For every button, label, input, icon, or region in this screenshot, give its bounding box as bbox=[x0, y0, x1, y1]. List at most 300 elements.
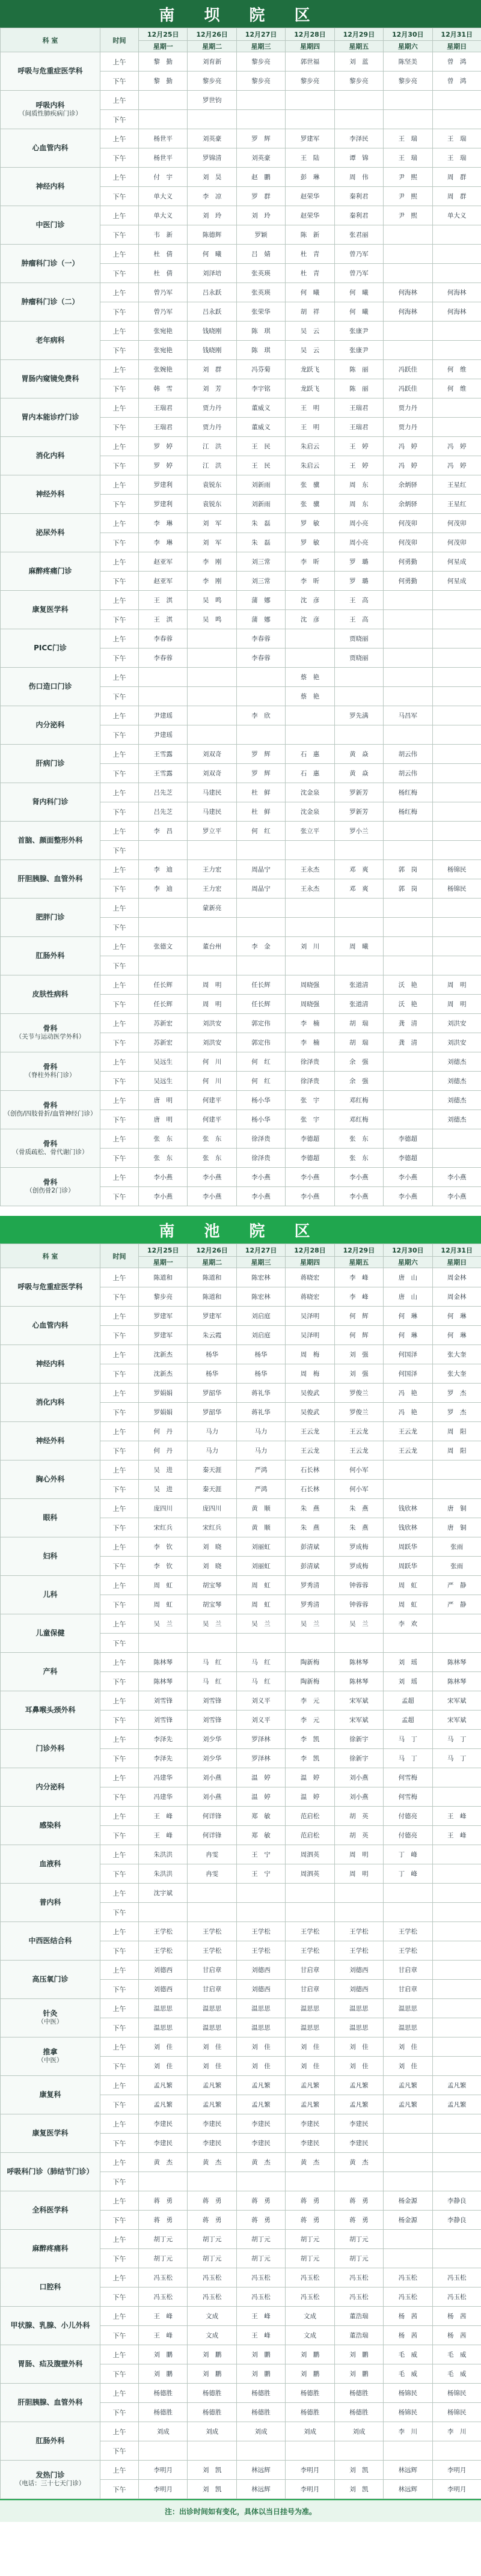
doctor-cell: 马 丁 bbox=[432, 1730, 481, 1749]
department-name bbox=[1, 283, 100, 322]
doctor-cell: 温思思 bbox=[286, 1999, 334, 2018]
doctor-cell: 温思思 bbox=[139, 2018, 188, 2037]
doctor-cell bbox=[384, 110, 432, 129]
doctor-cell: 王云龙 bbox=[334, 1422, 383, 1441]
doctor-cell: 罗娟娟 bbox=[139, 1384, 188, 1403]
doctor-cell: 余炳驿 bbox=[384, 475, 432, 495]
doctor-cell: 任长辉 bbox=[236, 975, 285, 995]
department-label: PICC门诊 bbox=[34, 644, 67, 652]
doctor-cell bbox=[384, 245, 432, 264]
doctor-cell: 刘新雨 bbox=[236, 475, 285, 495]
session-time: 下午 bbox=[100, 1557, 139, 1576]
section-title: 南 坝 院 区 bbox=[0, 0, 481, 28]
department-label: 康复医学科 bbox=[32, 605, 69, 614]
doctor-cell: 张荣华 bbox=[236, 302, 285, 322]
doctor-cell: 罗建利 bbox=[139, 475, 188, 495]
doctor-cell bbox=[432, 2037, 481, 2057]
doctor-cell: 任长辉 bbox=[236, 995, 285, 1014]
doctor-cell: 刘新雨 bbox=[236, 495, 285, 514]
doctor-cell: 马力 bbox=[236, 1441, 285, 1460]
doctor-cell: 罗成梅 bbox=[334, 1537, 383, 1557]
session-time: 下午 bbox=[100, 2480, 139, 2499]
header-weekday: 星期三 bbox=[236, 41, 285, 52]
table-row bbox=[1, 552, 481, 572]
doctor-cell: 杜 鲜 bbox=[236, 783, 285, 802]
doctor-cell: 刘德杰 bbox=[432, 1110, 481, 1129]
department-label: 肝胆胰腺、血管外科 bbox=[17, 874, 83, 883]
doctor-cell: 刘 蓝 bbox=[334, 52, 383, 72]
doctor-cell: 蒋 勇 bbox=[334, 2191, 383, 2211]
doctor-cell: 徐新宇 bbox=[334, 1749, 383, 1768]
doctor-cell bbox=[384, 1091, 432, 1110]
doctor-cell: 刘 群 bbox=[188, 360, 236, 379]
session-time: 下午 bbox=[100, 1941, 139, 1961]
department-name bbox=[1, 1129, 100, 1168]
doctor-cell: 沈新杰 bbox=[139, 1345, 188, 1364]
session-time: 上午 bbox=[100, 899, 139, 918]
doctor-cell: 赵 鹏 bbox=[236, 168, 285, 187]
doctor-cell: 石 惠 bbox=[286, 764, 334, 783]
doctor-cell bbox=[432, 110, 481, 129]
department-name bbox=[1, 2076, 100, 2114]
table-row bbox=[1, 1768, 481, 1787]
doctor-cell: 刘德西 bbox=[334, 1980, 383, 1999]
doctor-cell: 蔡 艳 bbox=[286, 668, 334, 687]
doctor-cell: 李 凯 bbox=[286, 1749, 334, 1768]
doctor-cell: 马 丁 bbox=[384, 1749, 432, 1768]
doctor-cell bbox=[432, 706, 481, 725]
doctor-cell: 何勇勤 bbox=[384, 552, 432, 572]
doctor-cell: 蒋 勇 bbox=[286, 2191, 334, 2211]
doctor-cell: 刘 军 bbox=[188, 514, 236, 533]
doctor-cell: 沃 艳 bbox=[384, 975, 432, 995]
session-time: 下午 bbox=[100, 1864, 139, 1884]
department-name bbox=[1, 206, 100, 245]
doctor-cell: 陈 琪 bbox=[236, 341, 285, 360]
department-label: 妇科 bbox=[43, 1552, 58, 1560]
doctor-cell: 唐 山 bbox=[384, 1268, 432, 1287]
session-time: 下午 bbox=[100, 2095, 139, 2114]
doctor-cell: 何国泽 bbox=[384, 1364, 432, 1384]
doctor-cell: 曾乃军 bbox=[334, 264, 383, 283]
doctor-cell: 邓红梅 bbox=[334, 1091, 383, 1110]
session-time: 下午 bbox=[100, 456, 139, 475]
table-row bbox=[1, 591, 481, 610]
department-label: 康复医学科 bbox=[32, 2129, 69, 2137]
department-name bbox=[1, 129, 100, 168]
session-time: 上午 bbox=[100, 1345, 139, 1364]
doctor-cell: 王 瑞 bbox=[432, 129, 481, 148]
department-name bbox=[1, 245, 100, 283]
session-time: 下午 bbox=[100, 1672, 139, 1691]
doctor-cell bbox=[286, 1903, 334, 1922]
doctor-cell: 李德超 bbox=[384, 1129, 432, 1149]
table-row bbox=[1, 2153, 481, 2172]
department-label: 肾内科门诊 bbox=[32, 798, 69, 806]
session-time: 上午 bbox=[100, 937, 139, 956]
doctor-cell: 刘义平 bbox=[236, 1691, 285, 1711]
department-label: 消化内科 bbox=[35, 1398, 65, 1406]
doctor-cell: 杨德胜 bbox=[236, 2384, 285, 2403]
doctor-cell: 马建民 bbox=[188, 783, 236, 802]
doctor-cell: 刘 佳 bbox=[236, 2037, 285, 2057]
doctor-cell bbox=[384, 1110, 432, 1129]
doctor-cell: 郭定伟 bbox=[236, 1033, 285, 1052]
department-label: 胃内本能诊疗门诊 bbox=[21, 413, 79, 421]
department-name bbox=[1, 322, 100, 360]
doctor-cell: 刘 鹏 bbox=[334, 2364, 383, 2384]
doctor-cell: 张康尹 bbox=[334, 341, 383, 360]
doctor-cell: 马 红 bbox=[236, 1672, 285, 1691]
doctor-cell bbox=[432, 1845, 481, 1864]
doctor-cell bbox=[432, 668, 481, 687]
doctor-cell: 胡 祥 bbox=[286, 302, 334, 322]
doctor-cell: 王学松 bbox=[286, 1922, 334, 1941]
session-time: 上午 bbox=[100, 1961, 139, 1980]
doctor-cell bbox=[188, 687, 236, 706]
doctor-cell: 温思思 bbox=[188, 2018, 236, 2037]
schedule-table bbox=[0, 28, 481, 1206]
doctor-cell: 罗 辉 bbox=[236, 745, 285, 764]
session-time: 下午 bbox=[100, 2211, 139, 2230]
doctor-cell: 王 峰 bbox=[139, 1807, 188, 1826]
doctor-cell: 陈林琴 bbox=[139, 1672, 188, 1691]
table-row bbox=[1, 514, 481, 533]
doctor-cell: 孟凡繁 bbox=[286, 2095, 334, 2114]
doctor-cell bbox=[139, 1903, 188, 1922]
table-row bbox=[1, 629, 481, 649]
doctor-cell: 黎步亮 bbox=[188, 72, 236, 91]
doctor-cell: 徐泽贵 bbox=[286, 1052, 334, 1072]
department-label: 呼吸与危重症医学科 bbox=[17, 67, 83, 75]
doctor-cell: 张宛艳 bbox=[139, 322, 188, 341]
doctor-cell: 刘 鹏 bbox=[188, 2364, 236, 2384]
doctor-cell: 周 虹 bbox=[139, 1595, 188, 1614]
doctor-cell: 杨 茜 bbox=[432, 2326, 481, 2345]
doctor-cell bbox=[432, 1768, 481, 1787]
session-time: 下午 bbox=[100, 1441, 139, 1460]
department-name bbox=[1, 52, 100, 91]
doctor-cell: 丁 峰 bbox=[384, 1864, 432, 1884]
doctor-cell: 李德超 bbox=[286, 1149, 334, 1168]
header-time: 时间 bbox=[100, 1244, 139, 1268]
doctor-cell: 李 琳 bbox=[139, 514, 188, 533]
doctor-cell: 刘成 bbox=[139, 2422, 188, 2441]
session-time: 上午 bbox=[100, 1922, 139, 1941]
doctor-cell: 吴俊武 bbox=[286, 1384, 334, 1403]
doctor-cell bbox=[139, 2441, 188, 2461]
doctor-cell: 周 明 bbox=[334, 1864, 383, 1884]
doctor-cell: 蒋 勇 bbox=[236, 2211, 285, 2230]
doctor-cell: 王学松 bbox=[236, 1941, 285, 1961]
doctor-cell bbox=[432, 1999, 481, 2018]
doctor-cell: 李 楠 bbox=[286, 1014, 334, 1033]
doctor-cell: 李小燕 bbox=[139, 1168, 188, 1187]
department-label: 呼吸与危重症医学科 bbox=[17, 1283, 83, 1291]
doctor-cell: 罗立平 bbox=[188, 822, 236, 841]
session-time: 下午 bbox=[100, 687, 139, 706]
doctor-cell bbox=[188, 649, 236, 668]
department-name bbox=[1, 1168, 100, 1206]
doctor-cell: 刘 佳 bbox=[334, 2057, 383, 2076]
session-time: 上午 bbox=[100, 2114, 139, 2134]
doctor-cell: 黄 焱 bbox=[334, 745, 383, 764]
doctor-cell bbox=[188, 1884, 236, 1903]
doctor-cell: 陈宏林 bbox=[236, 1268, 285, 1287]
doctor-cell: 石长林 bbox=[286, 1480, 334, 1499]
doctor-cell bbox=[139, 1634, 188, 1653]
doctor-cell: 彭清斌 bbox=[286, 1537, 334, 1557]
session-time: 下午 bbox=[100, 841, 139, 860]
doctor-cell: 毛 威 bbox=[432, 2345, 481, 2364]
doctor-cell: 何茂卯 bbox=[432, 533, 481, 552]
department-label: 门诊外科 bbox=[35, 1744, 65, 1753]
doctor-cell: 刘 佳 bbox=[286, 2057, 334, 2076]
table-row bbox=[1, 1268, 481, 1287]
doctor-cell: 温思思 bbox=[334, 1999, 383, 2018]
doctor-cell: 刘 鹏 bbox=[286, 2364, 334, 2384]
doctor-cell bbox=[188, 918, 236, 937]
session-time: 下午 bbox=[100, 1287, 139, 1307]
doctor-cell: 彭清斌 bbox=[286, 1557, 334, 1576]
session-time: 下午 bbox=[100, 341, 139, 360]
department-label: 内分泌科 bbox=[35, 721, 65, 729]
session-time: 下午 bbox=[100, 649, 139, 668]
doctor-cell: 龚 清 bbox=[384, 1033, 432, 1052]
doctor-cell: 温思思 bbox=[384, 2018, 432, 2037]
department-subtitle: （骨质疏松、骨代谢门诊） bbox=[12, 1149, 88, 1156]
department-label: 口腔科 bbox=[39, 2283, 61, 2291]
doctor-cell: 沈金泉 bbox=[286, 783, 334, 802]
doctor-cell: 王云龙 bbox=[384, 1441, 432, 1460]
doctor-cell: 何茂卯 bbox=[384, 514, 432, 533]
table-row bbox=[1, 822, 481, 841]
doctor-cell: 杨世平 bbox=[139, 148, 188, 168]
doctor-cell: 胡 瑞 bbox=[334, 1014, 383, 1033]
doctor-cell: 李建民 bbox=[286, 2134, 334, 2153]
department-name bbox=[1, 475, 100, 514]
doctor-cell: 刘德西 bbox=[236, 1961, 285, 1980]
doctor-cell bbox=[139, 956, 188, 975]
department-label: 皮肤性病科 bbox=[32, 990, 69, 998]
doctor-cell: 黄 杰 bbox=[139, 2153, 188, 2172]
doctor-cell bbox=[432, 1149, 481, 1168]
doctor-cell: 何 川 bbox=[188, 1052, 236, 1072]
doctor-cell: 王学松 bbox=[286, 1941, 334, 1961]
doctor-cell: 王学松 bbox=[139, 1922, 188, 1941]
department-label: 儿童保健 bbox=[35, 1629, 65, 1637]
table-row bbox=[1, 52, 481, 72]
doctor-cell: 吴 兰 bbox=[188, 1614, 236, 1634]
doctor-cell: 杜 鲜 bbox=[236, 802, 285, 822]
doctor-cell: 蔡 艳 bbox=[286, 687, 334, 706]
doctor-cell: 唐 铜 bbox=[432, 1518, 481, 1537]
doctor-cell bbox=[384, 2249, 432, 2268]
doctor-cell: 张 骥 bbox=[286, 475, 334, 495]
doctor-cell: 李建民 bbox=[188, 2114, 236, 2134]
doctor-cell: 何雪梅 bbox=[384, 1787, 432, 1807]
department-label: 康复科 bbox=[39, 2090, 61, 2099]
session-time: 下午 bbox=[100, 187, 139, 206]
doctor-cell: 龚 清 bbox=[384, 1014, 432, 1033]
header-date: 12月26日 bbox=[188, 1244, 236, 1257]
header-date: 12月29日 bbox=[334, 28, 383, 41]
department-name bbox=[1, 1014, 100, 1052]
department-label: 针灸 bbox=[43, 2009, 58, 2018]
doctor-cell: 黄 杰 bbox=[334, 2153, 383, 2172]
table-row bbox=[1, 860, 481, 879]
doctor-cell: 文成 bbox=[188, 2326, 236, 2345]
doctor-cell: 杨德胜 bbox=[334, 2403, 383, 2422]
doctor-cell: 胡 瑞 bbox=[334, 1033, 383, 1052]
doctor-cell: 胡丁元 bbox=[139, 2249, 188, 2268]
session-time: 下午 bbox=[100, 2441, 139, 2461]
table-row bbox=[1, 2114, 481, 2134]
table-row bbox=[1, 1653, 481, 1672]
department-label: 高压氧门诊 bbox=[32, 1975, 69, 1983]
session-time: 上午 bbox=[100, 822, 139, 841]
doctor-cell: 吴 鸣 bbox=[188, 610, 236, 629]
doctor-cell: 黄 杰 bbox=[236, 2153, 285, 2172]
doctor-cell bbox=[432, 610, 481, 629]
doctor-cell: 周金林 bbox=[432, 1268, 481, 1287]
department-label: 心血管内科 bbox=[32, 1321, 69, 1329]
doctor-cell bbox=[432, 841, 481, 860]
doctor-cell: 吕先芝 bbox=[139, 783, 188, 802]
doctor-cell: 周小亮 bbox=[334, 514, 383, 533]
doctor-cell: 杨 茜 bbox=[384, 2326, 432, 2345]
doctor-cell: 王力宏 bbox=[188, 879, 236, 899]
doctor-cell: 周金林 bbox=[432, 1287, 481, 1307]
doctor-cell: 罗秀清 bbox=[286, 1576, 334, 1595]
doctor-cell bbox=[286, 725, 334, 745]
doctor-cell: 王 峰 bbox=[432, 1807, 481, 1826]
doctor-cell: 董浩瑞 bbox=[334, 2326, 383, 2345]
department-label: 骨科 bbox=[43, 1178, 58, 1187]
header-date: 12月28日 bbox=[286, 1244, 334, 1257]
doctor-cell: 何建平 bbox=[188, 1091, 236, 1110]
doctor-cell: 刘 玲 bbox=[188, 206, 236, 225]
table-row bbox=[1, 1091, 481, 1110]
doctor-cell: 李 川 bbox=[432, 2422, 481, 2441]
doctor-cell: 马 丁 bbox=[384, 1730, 432, 1749]
doctor-cell: 张道清 bbox=[334, 995, 383, 1014]
table-row bbox=[1, 1345, 481, 1364]
department-label: 肿瘤科门诊（一） bbox=[21, 259, 79, 267]
doctor-cell: 吴 兰 bbox=[286, 1614, 334, 1634]
doctor-cell: 刘 瑶 bbox=[384, 1672, 432, 1691]
doctor-cell: 李 楠 bbox=[286, 1033, 334, 1052]
doctor-cell: 林远辉 bbox=[384, 2461, 432, 2480]
doctor-cell: 蒋 勇 bbox=[188, 2191, 236, 2211]
doctor-cell: 张雨 bbox=[432, 1537, 481, 1557]
doctor-cell: 贾力丹 bbox=[188, 418, 236, 437]
doctor-cell bbox=[236, 91, 285, 110]
header-dept: 科 室 bbox=[1, 28, 100, 52]
doctor-cell: 杨德胜 bbox=[188, 2403, 236, 2422]
doctor-cell: 王 瑞 bbox=[384, 148, 432, 168]
doctor-cell: 邓 爽 bbox=[334, 860, 383, 879]
doctor-cell: 胡丁元 bbox=[286, 2230, 334, 2249]
doctor-cell: 周晓强 bbox=[286, 995, 334, 1014]
header-weekday: 星期五 bbox=[334, 41, 383, 52]
session-time: 下午 bbox=[100, 2134, 139, 2153]
doctor-cell: 李 昌 bbox=[139, 822, 188, 841]
doctor-cell: 严鸿 bbox=[236, 1460, 285, 1480]
doctor-cell: 张 骥 bbox=[286, 495, 334, 514]
doctor-cell: 黎步亮 bbox=[384, 72, 432, 91]
header-weekday: 星期日 bbox=[432, 1257, 481, 1268]
session-time: 下午 bbox=[100, 918, 139, 937]
doctor-cell: 刘 鹏 bbox=[139, 2345, 188, 2364]
doctor-cell: 甘启章 bbox=[286, 1961, 334, 1980]
doctor-cell: 庞四川 bbox=[139, 1499, 188, 1518]
doctor-cell: 陈 新 bbox=[286, 225, 334, 245]
doctor-cell: 李小燕 bbox=[334, 1168, 383, 1187]
doctor-cell bbox=[334, 1903, 383, 1922]
department-name bbox=[1, 2037, 100, 2076]
department-name bbox=[1, 2422, 100, 2461]
doctor-cell: 刘 佳 bbox=[236, 2057, 285, 2076]
session-time: 下午 bbox=[100, 1149, 139, 1168]
doctor-cell: 杨锦民 bbox=[384, 2384, 432, 2403]
doctor-cell: 冯建华 bbox=[139, 1768, 188, 1787]
doctor-cell bbox=[384, 2172, 432, 2191]
session-time: 上午 bbox=[100, 1091, 139, 1110]
doctor-cell: 刘 鹏 bbox=[286, 2345, 334, 2364]
doctor-cell: 蒋 勇 bbox=[139, 2211, 188, 2230]
doctor-cell: 李春蓉 bbox=[236, 629, 285, 649]
doctor-cell: 杨红梅 bbox=[384, 802, 432, 822]
doctor-cell bbox=[334, 1884, 383, 1903]
doctor-cell: 黎 勤 bbox=[139, 72, 188, 91]
doctor-cell: 李 刚 bbox=[188, 572, 236, 591]
doctor-cell: 王 淇 bbox=[139, 591, 188, 610]
doctor-cell bbox=[236, 918, 285, 937]
doctor-cell: 罗韶华 bbox=[188, 1403, 236, 1422]
department-name bbox=[1, 1884, 100, 1922]
doctor-cell: 周跃华 bbox=[384, 1557, 432, 1576]
table-row bbox=[1, 1614, 481, 1634]
doctor-cell bbox=[384, 725, 432, 745]
doctor-cell: 罗建军 bbox=[139, 1307, 188, 1326]
doctor-cell bbox=[236, 1634, 285, 1653]
department-label: 麻醉疼痛门诊 bbox=[28, 567, 72, 575]
doctor-cell: 胡丁元 bbox=[188, 2249, 236, 2268]
doctor-cell: 罗颖 bbox=[236, 225, 285, 245]
doctor-cell bbox=[432, 1634, 481, 1653]
doctor-cell: 林远辉 bbox=[236, 2480, 285, 2499]
doctor-cell: 陈道和 bbox=[139, 1268, 188, 1287]
doctor-cell: 宋军斌 bbox=[334, 1711, 383, 1730]
doctor-cell: 刘 凯 bbox=[188, 2480, 236, 2499]
doctor-cell: 范启松 bbox=[286, 1826, 334, 1845]
doctor-cell: 何 辉 bbox=[334, 1307, 383, 1326]
doctor-cell: 李德超 bbox=[286, 1129, 334, 1149]
session-time: 上午 bbox=[100, 2422, 139, 2441]
doctor-cell: 钱晓刚 bbox=[188, 322, 236, 341]
doctor-cell: 王 陆 bbox=[286, 148, 334, 168]
doctor-cell: 刘洪安 bbox=[188, 1033, 236, 1052]
doctor-cell: 李 琳 bbox=[139, 533, 188, 552]
doctor-cell: 王 宁 bbox=[236, 1845, 285, 1864]
doctor-cell bbox=[432, 398, 481, 418]
doctor-cell: 陈宏林 bbox=[236, 1287, 285, 1307]
doctor-cell: 石长林 bbox=[286, 1460, 334, 1480]
doctor-cell: 吴俊武 bbox=[286, 1403, 334, 1422]
session-time: 下午 bbox=[100, 110, 139, 129]
session-time: 上午 bbox=[100, 1384, 139, 1403]
